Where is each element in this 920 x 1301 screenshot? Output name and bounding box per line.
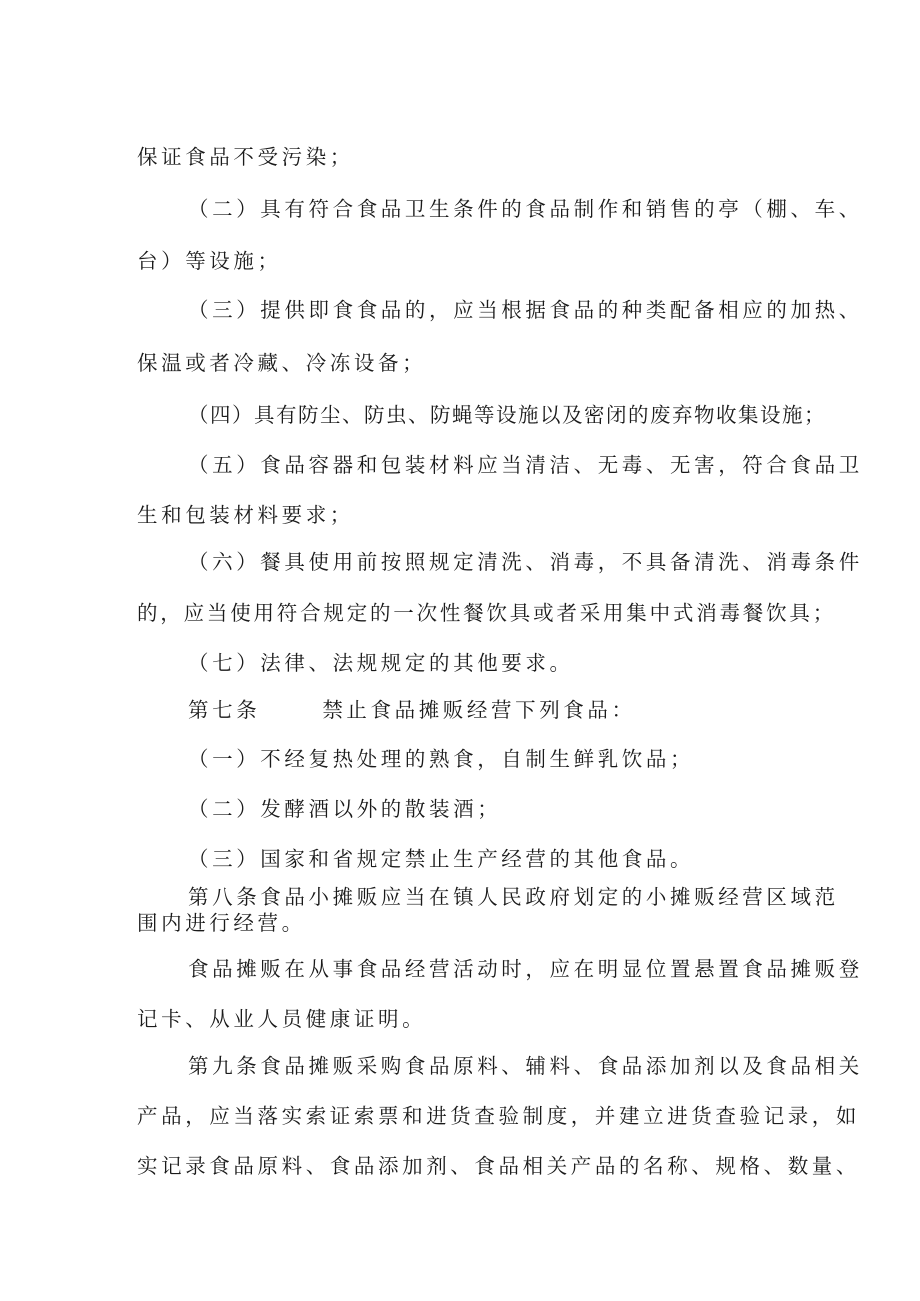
paragraph-line: 记卡、从业人员健康证明。 (137, 1007, 427, 1031)
paragraph-line: 保温或者冷藏、冷冻设备； (137, 351, 427, 375)
paragraph-line: 保证食品不受污染； (137, 145, 354, 169)
paragraph-line: （六）餐具使用前按照规定清洗、消毒，不具备清洗、消毒条件 (188, 550, 863, 574)
paragraph-line: 生和包装材料要求； (137, 503, 354, 527)
article-7-heading (188, 697, 636, 723)
paragraph-line: 的，应当使用符合规定的一次性餐饮具或者采用集中式消毒餐饮具； (137, 601, 836, 625)
paragraph-line: （三）提供即食食品的，应当根据食品的种类配备相应的加热、 (188, 298, 863, 322)
paragraph-line: （四）具有防尘、防虫、防蝇等设施以及密闭的废弃物收集设施； (188, 403, 826, 427)
article-text: 禁止食品摊贩经营下列食品： (322, 698, 636, 722)
paragraph-line: 围内进行经营。 (137, 911, 306, 935)
paragraph-line: （三）国家和省规定禁止生产经营的其他食品。 (188, 847, 695, 871)
paragraph-line: （一）不经复热处理的熟食，自制生鲜乳饮品； (188, 747, 695, 771)
paragraph-line: （七）法律、法规规定的其他要求。 (188, 651, 574, 675)
paragraph-line: 台）等设施； (137, 249, 282, 273)
paragraph-line: 实记录食品原料、食品添加剂、食品相关产品的名称、规格、数量、 (137, 1154, 860, 1178)
paragraph-line: （二）发酵酒以外的散装酒； (188, 797, 502, 821)
paragraph-line: 第九条食品摊贩采购食品原料、辅料、食品添加剂以及食品相关 (188, 1054, 863, 1078)
paragraph-line: 第八条食品小摊贩应当在镇人民政府划定的小摊贩经营区域范 (188, 885, 839, 909)
article-number: 第七条 (188, 698, 261, 722)
paragraph-line: （五）食品容器和包装材料应当清洁、无毒、无害，符合食品卫 (188, 453, 863, 477)
paragraph-line: 食品摊贩在从事食品经营活动时，应在明显位置悬置食品摊贩登 (188, 957, 863, 981)
paragraph-line: （二）具有符合食品卫生条件的食品制作和销售的亭（棚、车、 (188, 197, 863, 221)
paragraph-line: 产品，应当落实索证索票和进货查验制度，并建立进货查验记录，如 (137, 1104, 860, 1128)
